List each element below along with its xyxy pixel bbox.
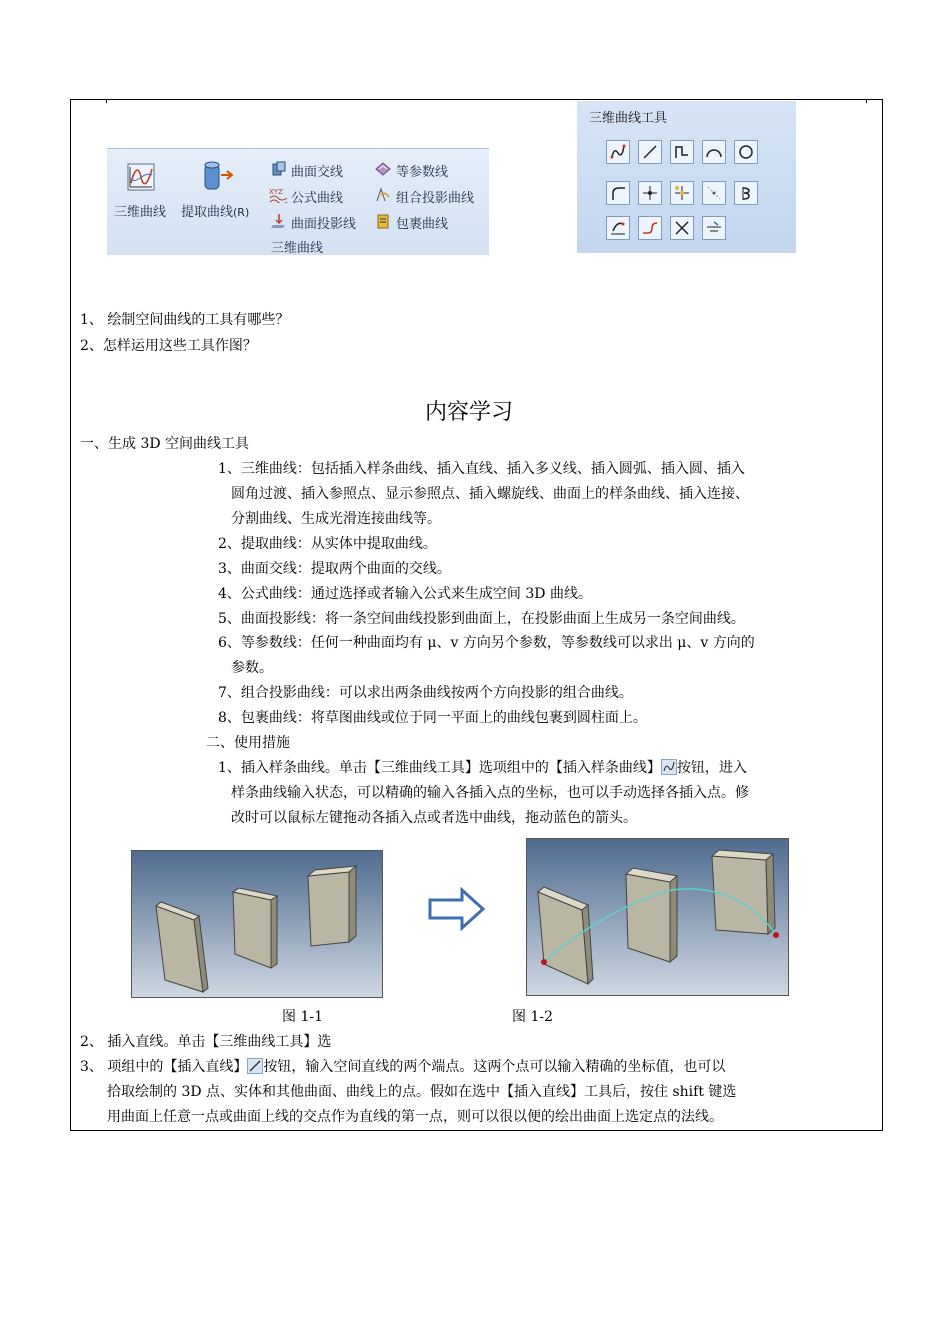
step-3-text-before-icon: 3、 项组中的【插入直线】: [80, 1059, 248, 1075]
extract-curve-icon: [201, 159, 237, 197]
table-right-border: [882, 99, 883, 1131]
step-1-text-after-icon: 按钮，进入: [676, 760, 747, 776]
tool-3: 3、曲面交线：提取两个曲面的交线。: [218, 561, 451, 577]
combined-projection-item[interactable]: 组合投影曲线: [396, 191, 475, 206]
isoparametric-icon: [375, 161, 391, 181]
question-1: 1、 绘制空间曲线的工具有哪些？: [80, 312, 290, 328]
surface-projection-item[interactable]: 曲面投影线: [291, 217, 357, 232]
table-left-border: [70, 99, 71, 1131]
combined-projection-icon: [375, 187, 391, 207]
surface-intersection-item[interactable]: 曲面交线: [291, 165, 344, 180]
heading-usage-measures: 二、使用措施: [206, 735, 290, 751]
svg-text:XYZ: XYZ: [269, 188, 283, 196]
table-top-border: [70, 99, 883, 100]
block-middle: [233, 888, 277, 968]
extract-curve-label: 提取曲线: [181, 205, 234, 220]
step-3-line-1: [80, 1057, 725, 1077]
figure-1-1: [131, 850, 383, 998]
extract-curve-button[interactable]: [181, 201, 249, 220]
extract-curve-shortcut: (R): [233, 206, 250, 219]
surface-spline-tool-icon[interactable]: [606, 216, 630, 240]
wrap-curve-item[interactable]: 包裹曲线: [396, 217, 449, 232]
section-title: 内容学习: [424, 400, 513, 425]
step-3-line-3: 用曲面上任意一点或曲面上线的交点作为直线的第一点，则可以很以便的绘出曲面上选定点的法线。: [107, 1109, 723, 1125]
tool-5: 5、曲面投影线：将一条空间曲线投影到曲面上，在投影曲面上生成另一条空间曲线。: [218, 611, 745, 627]
insert-circle-tool-icon[interactable]: [734, 140, 758, 164]
tool-6-line-1: 6、等参数线：任何一种曲面均有 μ、v 方向另个参数，等参数线可以求出 μ、v 方向的: [218, 635, 755, 651]
ribbon-3d-curve-group: [107, 148, 489, 255]
spline-start-point: [541, 959, 547, 965]
ribbon-group-label: 三维曲线: [271, 241, 324, 256]
table-inner-left-border: [106, 99, 107, 103]
formula-curve-icon: [269, 187, 289, 207]
figure-1-2-caption: 图 1-2: [512, 1009, 553, 1025]
3d-curve-button[interactable]: 三维曲线: [114, 205, 167, 220]
insert-spline-inline-icon: [661, 759, 677, 775]
surface-intersection-icon: [271, 161, 287, 181]
tool-2: 2、提取曲线：从实体中提取曲线。: [218, 536, 437, 552]
reference-point-tool-icon[interactable]: [638, 181, 662, 205]
right-arrow-icon: [428, 887, 486, 931]
heading-generate-3d-curve-tools: 一、生成 3D 空间曲线工具: [80, 436, 250, 452]
smooth-connect-tool-icon[interactable]: [638, 216, 662, 240]
tool-4: 4、公式曲线：通过选择或者输入公式来生成空间 3D 曲线。: [218, 586, 592, 602]
table-inner-right-border: [866, 99, 867, 103]
wrap-curve-icon: [375, 213, 391, 233]
step-1-line-2: 样条曲线输入状态，可以精确的输入各插入点的坐标，也可以手动选择各插入点。修: [231, 785, 749, 801]
tool-7: 7、组合投影曲线：可以求出两条曲线按两个方向投影的组合曲线。: [218, 685, 633, 701]
step-1-text-before-icon: 1、插入样条曲线。单击【三维曲线工具】选项组中的【插入样条曲线】: [218, 760, 661, 776]
step-3-line-2: 拾取绘制的 3D 点、实体和其他曲面、曲线上的点。假如在选中【插入直线】工具后，按住 shift 键选: [107, 1084, 737, 1100]
helix-tool-icon[interactable]: [702, 181, 726, 205]
insert-spline-tool-icon[interactable]: [606, 140, 630, 164]
tool-1-line-2: 圆角过渡、插入参照点、显示参照点、插入螺旋线、曲面上的样条曲线、插入连接、: [231, 486, 749, 502]
project-line-tool-icon[interactable]: [702, 216, 726, 240]
tool-8: 8、包裹曲线：将草图曲线或位于同一平面上的曲线包裹到圆柱面上。: [218, 710, 647, 726]
spline-end-point: [773, 932, 779, 938]
surface-projection-icon: [271, 213, 287, 233]
tool-1-line-1: 1、三维曲线：包括插入样条曲线、插入直线、插入多义线、插入圆弧、插入圆、插入: [218, 461, 745, 477]
tool-6-line-2: 参数。: [231, 660, 273, 676]
insert-line-tool-icon[interactable]: [638, 140, 662, 164]
3d-curve-toolbar: [577, 101, 796, 253]
insert-polyline-tool-icon[interactable]: [670, 140, 694, 164]
step-2: 2、 插入直线。单击【三维曲线工具】选: [80, 1034, 332, 1050]
insert-line-inline-icon: [247, 1058, 263, 1074]
question-2: 2、怎样运用这些工具作图？: [80, 338, 257, 354]
table-bottom-border: [70, 1130, 883, 1131]
show-reference-point-tool-icon[interactable]: [670, 181, 694, 205]
step-3-text-after-icon: 按钮，输入空间直线的两个端点。这两个点可以输入精确的坐标值，也可以: [263, 1059, 726, 1075]
insert-arc-tool-icon[interactable]: [702, 140, 726, 164]
block-right: [308, 866, 356, 946]
figure-1-1-caption: 图 1-1: [282, 1009, 323, 1025]
step-1-line-3: 改时可以鼠标左键拖动各插入点或者选中曲线，拖动蓝色的箭头。: [231, 810, 637, 826]
block-middle: [626, 868, 677, 962]
connect-tool-icon[interactable]: [734, 181, 758, 205]
split-curve-tool-icon[interactable]: [670, 216, 694, 240]
toolbar-title: 三维曲线工具: [589, 111, 668, 126]
step-1-line-1: [218, 758, 747, 778]
3d-curve-icon: [127, 163, 155, 195]
isoparametric-item[interactable]: 等参数线: [396, 165, 449, 180]
formula-curve-item[interactable]: 公式曲线: [291, 191, 344, 206]
tool-1-line-3: 分割曲线、生成光滑连接曲线等。: [231, 511, 441, 527]
figure-1-2: [526, 838, 789, 996]
fillet-tool-icon[interactable]: [606, 181, 630, 205]
